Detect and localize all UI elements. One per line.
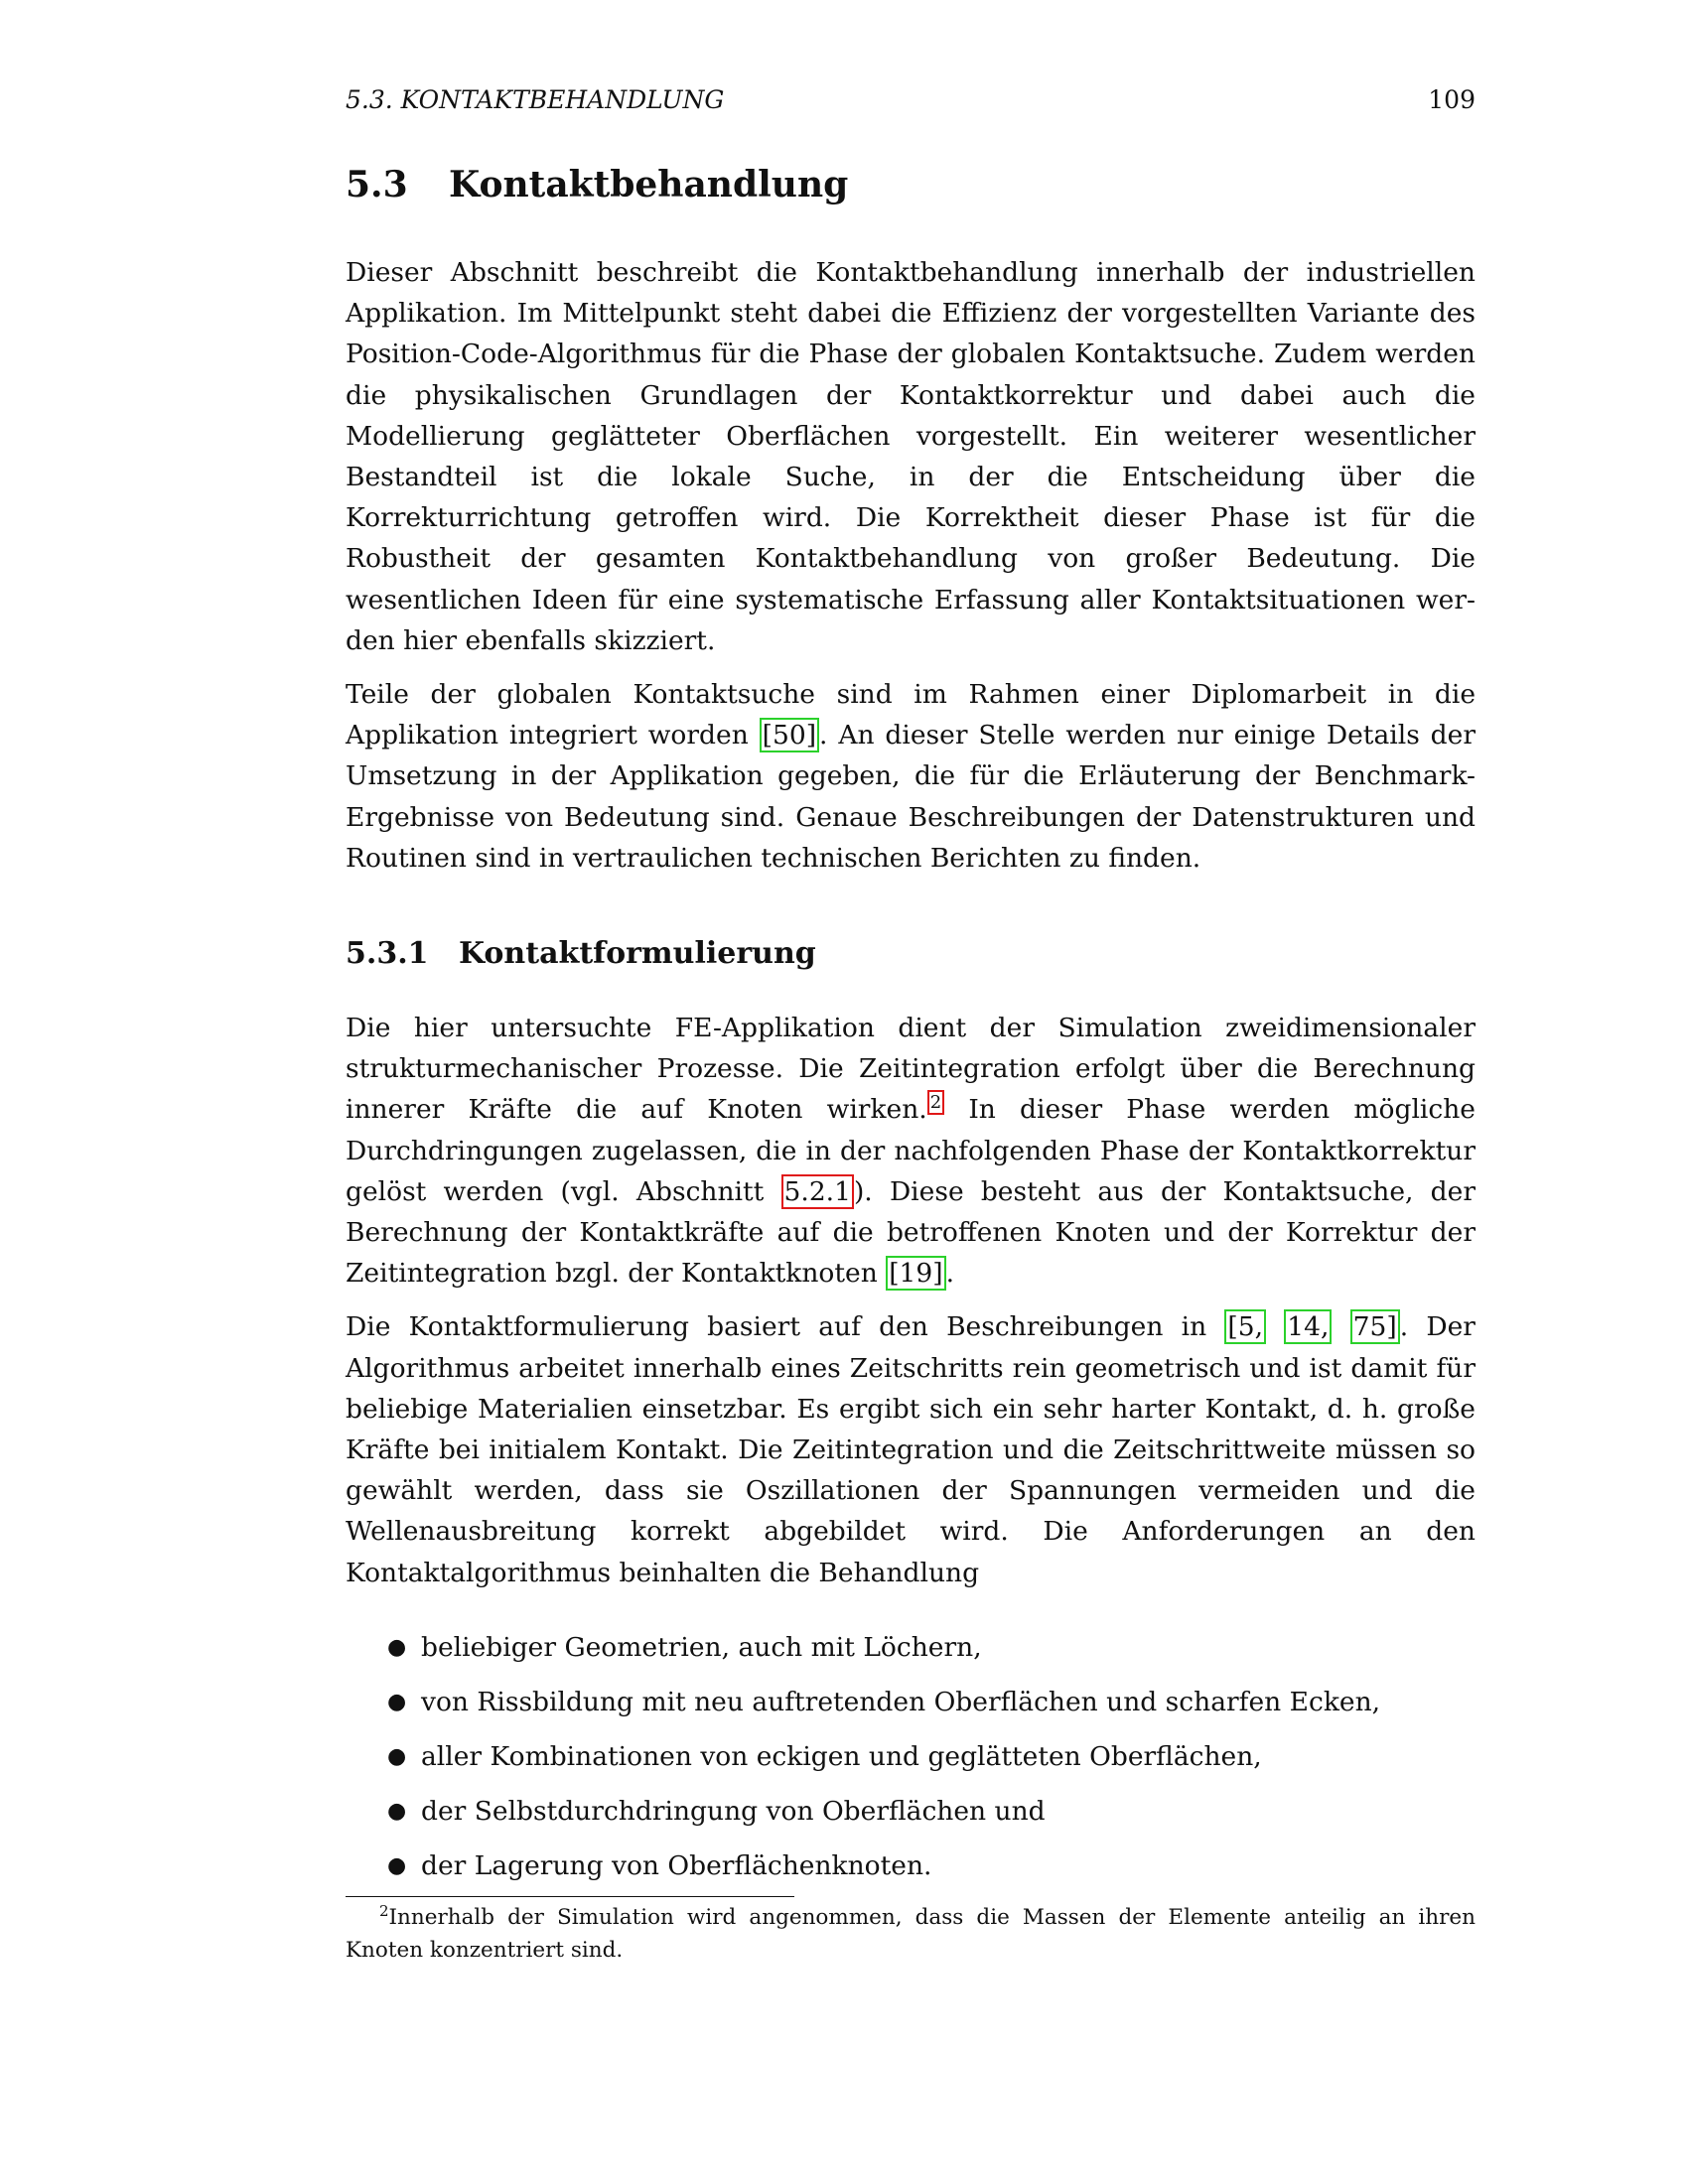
page-number: 109 (1428, 85, 1476, 114)
para2-text-b: . An dieser Stelle werden nur einige Details der Umsetzung in der Applikation gegeben, die für die Erläuterung der Benchmark-Ergebnisse von Bedeutung sind. Genaue Beschreibungen der Datenstrukturen und Routinen sind in vertraulichen technischen Berichten zu finden. (346, 720, 1476, 874)
p1-text-c: ). Diese besteht aus der Kontaktsuche, der Berechnung der Kontaktkräfte auf die betroffenen Knoten und der Korrektur der Zeitintegration bzgl. der Kontaktknoten (346, 1175, 1476, 1290)
footnote-rule (346, 1896, 794, 1897)
section-number: 5.3 (346, 164, 408, 205)
footnote-link-2[interactable]: 2 (927, 1090, 944, 1115)
footnote (346, 1901, 1476, 1967)
section-heading (346, 161, 1476, 208)
list-item-text: aller Kombinationen von eckigen und geglätteten Oberflächen, (421, 1740, 1262, 1772)
list-item-text: von Rissbildung mit neu auftretenden Oberflächen und scharfen Ecken, (421, 1686, 1381, 1717)
p2-text-b: . Der Algorithmus arbeitet innerhalb eines Zeitschritts rein geometrisch und ist damit für beliebige Materialien einsetzbar. Es ergibt sich ein sehr harter Kontakt, d. h. große Kräfte bei initialem Kontakt. Die Zeitintegration und die Zeitschrittweite müssen so gewählt werden, dass sie Oszillationen der Spannungen vermeiden und die Wellenausbreitung korrekt abgebildet wird. Die Anforderungen an den Kontaktalgorithmus beinhalten die Behandlung (346, 1311, 1476, 1588)
running-head (346, 83, 1476, 117)
document-page (346, 83, 1476, 1967)
list-item (387, 1736, 1476, 1777)
list-item-text: der Lagerung von Oberflächenknoten. (421, 1849, 932, 1881)
subsection-paragraph-2 (346, 1306, 1476, 1592)
citation-link-19[interactable]: [19] (886, 1256, 945, 1291)
p2-text-a: Die Kontaktformulierung basiert auf den Beschreibungen in (346, 1311, 1225, 1343)
list-item (387, 1682, 1476, 1722)
list-item (387, 1791, 1476, 1832)
p1-text-b: In dieser Phase werden mögliche Durchdringungen zugelassen, die in der nachfolgenden Phase der Kontaktkorrektur gelöst werden (vgl. Abschnitt (346, 1094, 1476, 1207)
citation-link-75[interactable]: 75] (1350, 1309, 1400, 1344)
section-paragraph-1: Dieser Abschnitt beschreibt die Kontaktbehandlung innerhalb der industriellen Applikation. Im Mittelpunkt steht dabei die Effizienz der vorgestellten Variante des Position-Code-Algorithmus für die Phase der globalen Kontaktsuche. Zudem werden die physikalischen Grundlagen der Kontaktkorrektur und dabei auch die Modellierung geglätteter Oberflächen vorgestellt. Ein weiterer wesentlicher Bestandteil ist die lokale Suche, in der die Entscheidung über die Korrekturrichtung getroffen wird. Die Korrektheit dieser Phase ist für die Robustheit der gesamten Kontaktbehandlung von großer Bedeutung. Die wesentlichen Ideen für eine systematische Erfassung aller Kontaktsituationen werden hier ebenfalls skizziert. (346, 257, 1476, 656)
bullet-icon: ● (387, 1798, 407, 1824)
running-head-title: 5.3. KONTAKTBEHANDLUNG (346, 85, 725, 114)
subsection-paragraph-1 (346, 1008, 1476, 1294)
p1-text-d: . (945, 1258, 955, 1290)
section-title: Kontaktbehandlung (449, 164, 849, 205)
list-item (387, 1845, 1476, 1886)
footnote-number: 2 (379, 1901, 389, 1920)
citation-link-5[interactable]: [5, (1224, 1309, 1266, 1344)
footnote-text: Innerhalb der Simulation wird angenommen, dass die Massen der Elemente anteilig an ihren Knoten konzentriert sind. (346, 1904, 1476, 1963)
subsection-number: 5.3.1 (346, 936, 429, 972)
bullet-icon: ● (387, 1689, 407, 1714)
subsection-title: Kontaktformulierung (459, 936, 816, 972)
requirements-list (387, 1627, 1476, 1886)
citation-link-50[interactable]: [50] (760, 718, 819, 752)
subsection-heading (346, 934, 1476, 974)
list-item-text: der Selbstdurchdringung von Oberflächen und (421, 1795, 1046, 1827)
citation-link-14[interactable]: 14, (1284, 1309, 1332, 1344)
bullet-icon: ● (387, 1634, 407, 1660)
bullet-icon: ● (387, 1852, 407, 1878)
p1-text-a: Die hier untersuchte FE-Applikation dient der Simulation zweidimensionaler strukturmechanischer Prozesse. Die Zeitintegration erfolgt über die Berechnung innerer Kräfte die auf Knoten wirken. (346, 1013, 1476, 1126)
bullet-icon: ● (387, 1743, 407, 1769)
section-ref-link-5-2-1[interactable]: 5.2.1 (781, 1174, 854, 1209)
para2-text-a: Teile der globalen Kontaktsuche sind im Rahmen einer Diplomarbeit in die Applikation integriert worden (346, 679, 1476, 751)
section-paragraph-2 (346, 674, 1476, 879)
list-item (387, 1627, 1476, 1668)
list-item-text: beliebiger Geometrien, auch mit Löchern, (421, 1631, 982, 1663)
